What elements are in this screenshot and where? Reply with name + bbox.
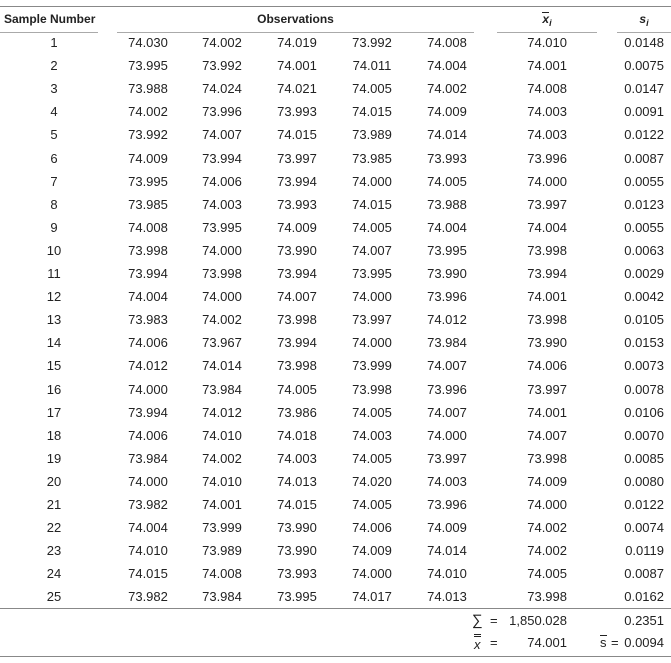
xbar-cell: 74.005 bbox=[527, 566, 567, 581]
observation-cell: 73.994 bbox=[277, 266, 317, 281]
s-cell: 0.0042 bbox=[624, 289, 664, 304]
observation-cell: 73.993 bbox=[277, 197, 317, 212]
observation-cell: 74.004 bbox=[128, 520, 168, 535]
observation-cell: 73.995 bbox=[352, 266, 392, 281]
s-header-subscript: i bbox=[646, 18, 649, 28]
observation-cell: 74.000 bbox=[128, 474, 168, 489]
observation-cell: 73.998 bbox=[277, 312, 317, 327]
s-cell: 0.0123 bbox=[624, 197, 664, 212]
observation-cell: 73.992 bbox=[352, 35, 392, 50]
observation-cell: 73.997 bbox=[427, 451, 467, 466]
grand-mean-equals: = bbox=[490, 635, 498, 650]
s-cell: 0.0122 bbox=[624, 497, 664, 512]
observation-cell: 73.984 bbox=[427, 335, 467, 350]
observation-cell: 73.995 bbox=[202, 220, 242, 235]
observation-cell: 73.990 bbox=[427, 266, 467, 281]
sbar-equals: = bbox=[611, 635, 619, 650]
sbar-symbol-text: s bbox=[600, 635, 607, 650]
observation-cell: 73.984 bbox=[202, 589, 242, 604]
observation-cell: 73.996 bbox=[202, 104, 242, 119]
xbar-header-symbol: x bbox=[542, 12, 550, 26]
observation-cell: 74.002 bbox=[427, 81, 467, 96]
observation-cell: 73.999 bbox=[202, 520, 242, 535]
s-cell: 0.0106 bbox=[624, 405, 664, 420]
observation-cell: 74.000 bbox=[352, 566, 392, 581]
s-cell: 0.0055 bbox=[624, 174, 664, 189]
sample-number-cell: 13 bbox=[46, 312, 62, 327]
s-cell: 0.0080 bbox=[624, 474, 664, 489]
s-cell: 0.0070 bbox=[624, 428, 664, 443]
observation-cell: 73.990 bbox=[277, 520, 317, 535]
observation-cell: 74.012 bbox=[128, 358, 168, 373]
observation-cell: 74.002 bbox=[202, 35, 242, 50]
observation-cell: 73.982 bbox=[128, 589, 168, 604]
observation-cell: 74.007 bbox=[427, 405, 467, 420]
observation-cell: 73.994 bbox=[277, 335, 317, 350]
xbar-cell: 73.990 bbox=[527, 335, 567, 350]
sample-number-cell: 19 bbox=[46, 451, 62, 466]
xbar-cell: 74.000 bbox=[527, 174, 567, 189]
xbar-header bbox=[497, 11, 597, 31]
xbar-cell: 73.997 bbox=[527, 197, 567, 212]
grand-mean-symbol bbox=[474, 635, 481, 653]
xbar-cell: 74.007 bbox=[527, 428, 567, 443]
s-cell: 0.0085 bbox=[624, 451, 664, 466]
sample-number-header: Sample Number bbox=[4, 12, 96, 26]
observation-cell: 74.014 bbox=[427, 127, 467, 142]
sum-symbol: ∑ bbox=[472, 612, 483, 629]
sample-number-cell: 21 bbox=[46, 497, 62, 512]
observation-cell: 74.009 bbox=[277, 220, 317, 235]
observation-cell: 73.995 bbox=[427, 243, 467, 258]
observation-cell: 74.000 bbox=[352, 174, 392, 189]
observation-cell: 74.018 bbox=[277, 428, 317, 443]
observation-cell: 73.997 bbox=[277, 151, 317, 166]
s-cell: 0.0074 bbox=[624, 520, 664, 535]
s-header bbox=[617, 11, 671, 31]
observation-cell: 73.995 bbox=[128, 174, 168, 189]
xbar-cell: 74.000 bbox=[527, 497, 567, 512]
xbar-cell: 74.002 bbox=[527, 543, 567, 558]
observation-cell: 74.000 bbox=[352, 289, 392, 304]
s-cell: 0.0148 bbox=[624, 35, 664, 50]
observation-cell: 74.010 bbox=[202, 428, 242, 443]
sample-number-cell: 6 bbox=[50, 151, 58, 166]
observation-cell: 73.990 bbox=[277, 543, 317, 558]
xbar-cell: 74.002 bbox=[527, 520, 567, 535]
table-bottom-rule bbox=[0, 656, 671, 657]
s-cell: 0.0105 bbox=[624, 312, 664, 327]
observation-cell: 74.005 bbox=[427, 174, 467, 189]
s-cell: 0.0073 bbox=[624, 358, 664, 373]
s-cell: 0.0091 bbox=[624, 104, 664, 119]
observation-cell: 74.001 bbox=[202, 497, 242, 512]
observation-cell: 74.004 bbox=[128, 289, 168, 304]
sample-number-cell: 5 bbox=[50, 127, 58, 142]
grand-mean-value: 74.001 bbox=[527, 635, 567, 650]
xbar-cell: 74.001 bbox=[527, 289, 567, 304]
s-underline bbox=[617, 32, 671, 33]
s-cell: 0.0078 bbox=[624, 382, 664, 397]
sample-number-cell: 1 bbox=[50, 35, 58, 50]
observation-cell: 73.995 bbox=[128, 58, 168, 73]
xbar-cell: 74.003 bbox=[527, 104, 567, 119]
observation-cell: 73.996 bbox=[427, 382, 467, 397]
s-header-symbol: s bbox=[639, 12, 647, 26]
observation-cell: 73.994 bbox=[128, 405, 168, 420]
s-cell: 0.0055 bbox=[624, 220, 664, 235]
observation-cell: 74.013 bbox=[277, 474, 317, 489]
s-cell: 0.0147 bbox=[624, 81, 664, 96]
observation-cell: 74.009 bbox=[352, 543, 392, 558]
observation-cell: 74.015 bbox=[277, 127, 317, 142]
xbar-cell: 73.998 bbox=[527, 243, 567, 258]
observation-cell: 73.997 bbox=[352, 312, 392, 327]
observation-cell: 74.015 bbox=[277, 497, 317, 512]
observation-cell: 73.990 bbox=[277, 243, 317, 258]
sbar-symbol bbox=[600, 635, 607, 651]
observation-cell: 73.989 bbox=[352, 127, 392, 142]
observation-cell: 73.993 bbox=[277, 566, 317, 581]
observation-cell: 74.005 bbox=[352, 451, 392, 466]
observation-cell: 73.995 bbox=[277, 589, 317, 604]
xbar-cell: 74.008 bbox=[527, 81, 567, 96]
observation-cell: 73.983 bbox=[128, 312, 168, 327]
sum-equals: = bbox=[490, 613, 498, 628]
observation-cell: 74.000 bbox=[352, 335, 392, 350]
observation-cell: 73.988 bbox=[128, 81, 168, 96]
sample-number-cell: 20 bbox=[46, 474, 62, 489]
s-cell: 0.0063 bbox=[624, 243, 664, 258]
xbar-cell: 74.004 bbox=[527, 220, 567, 235]
xbar-cell: 73.998 bbox=[527, 312, 567, 327]
sample-number-cell: 9 bbox=[50, 220, 58, 235]
observation-cell: 74.008 bbox=[202, 566, 242, 581]
observation-cell: 74.007 bbox=[277, 289, 317, 304]
sum-xbar-value: 1,850.028 bbox=[509, 613, 567, 628]
observation-cell: 73.992 bbox=[128, 127, 168, 142]
observation-cell: 73.994 bbox=[277, 174, 317, 189]
observation-cell: 73.994 bbox=[128, 266, 168, 281]
observation-cell: 74.008 bbox=[427, 35, 467, 50]
sample-number-cell: 2 bbox=[50, 58, 58, 73]
observation-cell: 74.021 bbox=[277, 81, 317, 96]
observation-cell: 73.982 bbox=[128, 497, 168, 512]
sample-number-cell: 4 bbox=[50, 104, 58, 119]
observation-cell: 74.004 bbox=[427, 220, 467, 235]
observation-cell: 73.999 bbox=[352, 358, 392, 373]
observation-cell: 73.996 bbox=[427, 497, 467, 512]
observation-cell: 73.986 bbox=[277, 405, 317, 420]
observation-cell: 73.996 bbox=[427, 289, 467, 304]
observation-cell: 73.967 bbox=[202, 335, 242, 350]
observation-cell: 74.005 bbox=[277, 382, 317, 397]
xbar-cell: 74.003 bbox=[527, 127, 567, 142]
observation-cell: 73.988 bbox=[427, 197, 467, 212]
xbar-cell: 74.001 bbox=[527, 58, 567, 73]
observation-cell: 73.985 bbox=[128, 197, 168, 212]
observation-cell: 73.993 bbox=[427, 151, 467, 166]
observation-cell: 74.003 bbox=[352, 428, 392, 443]
sample-number-cell: 16 bbox=[46, 382, 62, 397]
s-cell: 0.0119 bbox=[625, 543, 664, 558]
s-cell: 0.0122 bbox=[624, 127, 664, 142]
observation-cell: 74.000 bbox=[202, 289, 242, 304]
observation-cell: 74.014 bbox=[427, 543, 467, 558]
s-cell: 0.0075 bbox=[624, 58, 664, 73]
sample-number-cell: 11 bbox=[47, 266, 61, 281]
observations-header: Observations bbox=[257, 12, 334, 26]
observation-cell: 74.012 bbox=[427, 312, 467, 327]
sample-number-cell: 24 bbox=[46, 566, 62, 581]
observation-cell: 73.994 bbox=[202, 151, 242, 166]
totals-top-rule bbox=[0, 608, 671, 609]
sample-number-cell: 22 bbox=[46, 520, 62, 535]
observation-cell: 74.001 bbox=[277, 58, 317, 73]
observation-cell: 74.005 bbox=[352, 405, 392, 420]
sample-number-cell: 25 bbox=[46, 589, 62, 604]
sample-number-cell: 17 bbox=[46, 405, 62, 420]
grand-mean-symbol-text: x bbox=[474, 637, 481, 652]
observation-cell: 74.010 bbox=[128, 543, 168, 558]
sample-number-cell: 8 bbox=[50, 197, 58, 212]
sample-number-cell: 3 bbox=[50, 81, 58, 96]
s-cell: 0.0087 bbox=[624, 151, 664, 166]
observation-cell: 73.998 bbox=[352, 382, 392, 397]
observation-cell: 74.002 bbox=[202, 312, 242, 327]
xbar-cell: 74.010 bbox=[527, 35, 567, 50]
observation-cell: 73.989 bbox=[202, 543, 242, 558]
sum-s-value: 0.2351 bbox=[624, 613, 664, 628]
xbar-header-subscript: i bbox=[549, 18, 552, 28]
sbar-value: 0.0094 bbox=[624, 635, 664, 650]
observation-cell: 74.009 bbox=[427, 520, 467, 535]
xbar-cell: 73.998 bbox=[527, 451, 567, 466]
observation-cell: 73.984 bbox=[202, 382, 242, 397]
sample-number-cell: 14 bbox=[46, 335, 62, 350]
xbar-cell: 73.994 bbox=[527, 266, 567, 281]
xbar-cell: 73.996 bbox=[527, 151, 567, 166]
observation-cell: 74.004 bbox=[427, 58, 467, 73]
observation-cell: 74.005 bbox=[352, 81, 392, 96]
observation-cell: 74.000 bbox=[427, 428, 467, 443]
observation-cell: 74.009 bbox=[128, 151, 168, 166]
observation-cell: 74.002 bbox=[202, 451, 242, 466]
observation-cell: 73.998 bbox=[277, 358, 317, 373]
observation-cell: 73.998 bbox=[128, 243, 168, 258]
sample-number-cell: 23 bbox=[46, 543, 62, 558]
sample-number-cell: 12 bbox=[46, 289, 62, 304]
observation-cell: 73.993 bbox=[277, 104, 317, 119]
observation-cell: 74.007 bbox=[352, 243, 392, 258]
sample-number-cell: 10 bbox=[46, 243, 62, 258]
observation-cell: 74.003 bbox=[277, 451, 317, 466]
s-cell: 0.0153 bbox=[624, 335, 664, 350]
xbar-cell: 74.001 bbox=[527, 405, 567, 420]
observation-cell: 74.008 bbox=[128, 220, 168, 235]
observation-cell: 74.007 bbox=[427, 358, 467, 373]
observation-cell: 74.015 bbox=[128, 566, 168, 581]
observation-cell: 74.007 bbox=[202, 127, 242, 142]
observation-cell: 74.019 bbox=[277, 35, 317, 50]
observation-cell: 74.024 bbox=[202, 81, 242, 96]
observation-cell: 74.006 bbox=[202, 174, 242, 189]
sample-underline bbox=[0, 32, 98, 33]
observation-cell: 74.006 bbox=[128, 428, 168, 443]
s-cell: 0.0162 bbox=[624, 589, 664, 604]
observation-cell: 73.992 bbox=[202, 58, 242, 73]
observation-cell: 74.006 bbox=[128, 335, 168, 350]
xbar-cell: 74.009 bbox=[527, 474, 567, 489]
observation-cell: 74.020 bbox=[352, 474, 392, 489]
observation-cell: 74.030 bbox=[128, 35, 168, 50]
sample-number-cell: 18 bbox=[46, 428, 62, 443]
observation-cell: 73.984 bbox=[128, 451, 168, 466]
observation-cell: 74.015 bbox=[352, 104, 392, 119]
observation-cell: 74.000 bbox=[202, 243, 242, 258]
observation-cell: 74.014 bbox=[202, 358, 242, 373]
observation-cell: 74.002 bbox=[128, 104, 168, 119]
observation-cell: 73.985 bbox=[352, 151, 392, 166]
observation-cell: 74.005 bbox=[352, 220, 392, 235]
s-cell: 0.0029 bbox=[624, 266, 664, 281]
observation-cell: 74.003 bbox=[202, 197, 242, 212]
header-top-rule bbox=[0, 6, 671, 7]
observation-cell: 74.015 bbox=[352, 197, 392, 212]
xbar-cell: 74.006 bbox=[527, 358, 567, 373]
observation-cell: 74.000 bbox=[128, 382, 168, 397]
observation-cell: 74.017 bbox=[352, 589, 392, 604]
xbar-cell: 73.998 bbox=[527, 589, 567, 604]
xbar-underline bbox=[497, 32, 597, 33]
sample-number-cell: 7 bbox=[50, 174, 58, 189]
observation-cell: 74.012 bbox=[202, 405, 242, 420]
observations-underline bbox=[117, 32, 474, 33]
observation-cell: 74.010 bbox=[427, 566, 467, 581]
observation-cell: 73.998 bbox=[202, 266, 242, 281]
observation-cell: 74.013 bbox=[427, 589, 467, 604]
observation-cell: 74.010 bbox=[202, 474, 242, 489]
observation-cell: 74.003 bbox=[427, 474, 467, 489]
s-cell: 0.0087 bbox=[624, 566, 664, 581]
observation-cell: 74.006 bbox=[352, 520, 392, 535]
observation-cell: 74.011 bbox=[352, 58, 392, 73]
sample-number-cell: 15 bbox=[46, 358, 62, 373]
xbar-cell: 73.997 bbox=[527, 382, 567, 397]
observation-cell: 74.009 bbox=[427, 104, 467, 119]
observation-cell: 74.005 bbox=[352, 497, 392, 512]
